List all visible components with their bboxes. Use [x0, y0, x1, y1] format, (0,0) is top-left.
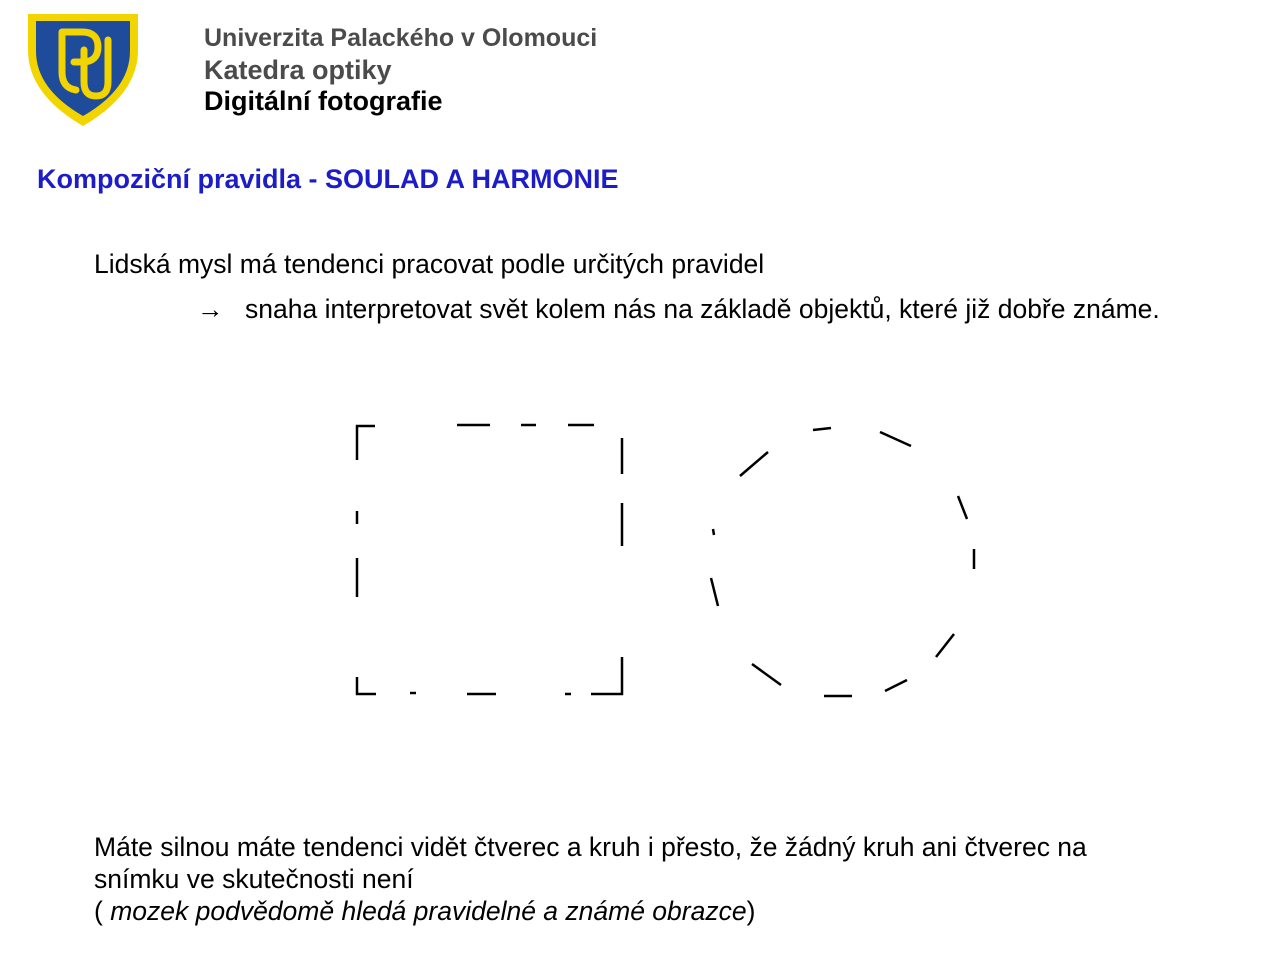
note-italic: mozek podvědomě hledá pravidelné a známé obrazce [110, 896, 747, 926]
conclusion-line-1: Máte silnou máte tendenci vidět čtverec a kruh i přesto, že žádný kruh ani čtverec na [94, 832, 1087, 862]
department-name: Katedra optiky [204, 55, 392, 85]
conclusion-line-2: snímku ve skutečnosti není [94, 864, 414, 894]
point-text: snaha interpretovat svět kolem nás na základě objektů, které již dobře známe. [245, 294, 1160, 324]
dashed-circle-shape [711, 428, 974, 696]
university-crest-icon [24, 10, 142, 128]
university-name: Univerzita Palackého v Olomouci [204, 24, 598, 52]
note-open: ( [94, 896, 111, 926]
dashed-square-shape [357, 425, 622, 694]
illusion-figure [340, 410, 1000, 720]
conclusion-note [94, 895, 1214, 927]
intro-text: Lidská mysl má tendenci pracovat podle určitých pravidel [94, 249, 765, 279]
note-close: ) [746, 896, 756, 926]
slide-title: Kompoziční pravidla - SOULAD A HARMONIE [37, 164, 619, 194]
course-name: Digitální fotografie [204, 86, 443, 116]
conclusion-text [94, 831, 1214, 927]
arrow-icon: → [197, 294, 224, 324]
